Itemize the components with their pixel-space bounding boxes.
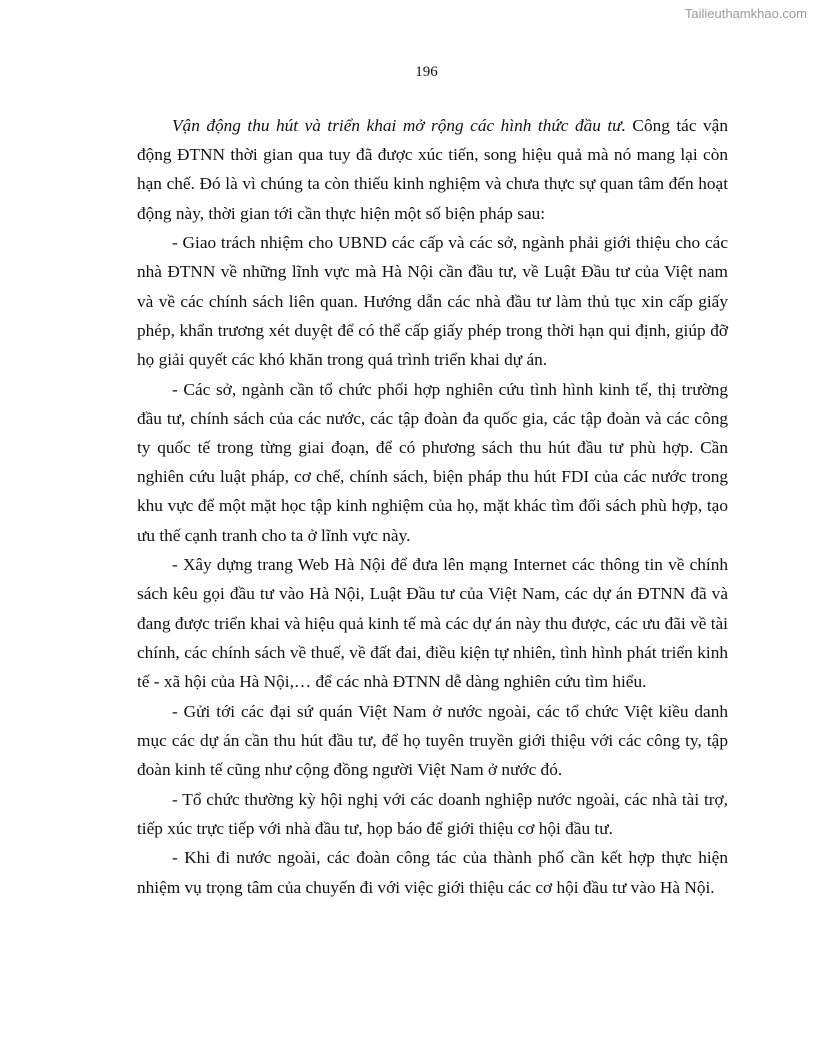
watermark: Tailieuthamkhao.com xyxy=(684,6,807,21)
paragraph-bullet-3: - Xây dựng trang Web Hà Nội để đưa lên mạng Internet các thông tin về chính sách kêu gọi đầu tư vào Hà Nội, Luật Đầu tư của Việt Nam, các dự án ĐTNN đã và đang được triển khai và hiệu quả kinh tế mà các dự án này thu được, các ưu đãi về tài chính, các chính sách về thuế, về đất đai, điều kiện tự nhiên, tình hình phát triển kinh tế - xã hội của Hà Nội,… để các nhà ĐTNN dễ dàng nghiên cứu tìm hiểu. xyxy=(137,555,728,692)
paragraph-intro-text: Công tác vận động ĐTNN thời gian qua tuy đã được xúc tiến, song hiệu quả mà nó mang lại còn hạn chế. Đó là vì chúng ta còn thiếu kinh nghiệm và chưa thực sự quan tâm đến hoạt động này, thời gian tới cần thực hiện một số biện pháp sau: xyxy=(137,116,728,223)
paragraph-bullet-4: - Gửi tới các đại sứ quán Việt Nam ở nước ngoài, các tổ chức Việt kiều danh mục các dự án cần thu hút đầu tư, để họ tuyên truyền giới thiệu với các công ty, tập đoàn kinh tế cũng như cộng đồng người Việt Nam ở nước đó. xyxy=(137,701,728,780)
paragraph-bullet-6: - Khi đi nước ngoài, các đoàn công tác của thành phố cần kết hợp thực hiện nhiệm vụ trọng tâm của chuyến đi với việc giới thiệu các cơ hội đầu tư vào Hà Nội. xyxy=(137,848,728,897)
paragraph-bullet-2: - Các sở, ngành cần tổ chức phối hợp nghiên cứu tình hình kinh tế, thị trường đầu tư, chính sách của các nước, các tập đoàn đa quốc gia, các tập đoàn và các công ty quốc tế trong từng giai đoạn, để có phương sách thu hút đầu tư phù hợp. Cần nghiên cứu luật pháp, cơ chế, chính sách, biện pháp thu hút FDI của các nước trong khu vực để một mặt học tập kinh nghiệm của họ, mặt khác tìm đối sách phù hợp, tạo ưu thế cạnh tranh cho ta ở lĩnh vực này. xyxy=(137,379,728,545)
paragraph-intro xyxy=(137,111,728,228)
page-number: 196 xyxy=(415,64,438,80)
section-heading-italic: Vận động thu hút và triển khai mở rộng các hình thức đầu tư. xyxy=(172,116,626,135)
paragraph-bullet-5: - Tổ chức thường kỳ hội nghị với các doanh nghiệp nước ngoài, các nhà tài trợ, tiếp xúc trực tiếp với nhà đầu tư, họp báo để giới thiệu cơ hội đầu tư. xyxy=(137,789,728,838)
document-body xyxy=(137,111,728,902)
paragraph-bullet-1: - Giao trách nhiệm cho UBND các cấp và các sở, ngành phải giới thiệu cho các nhà ĐTNN về những lĩnh vực mà Hà Nội cần đầu tư, về Luật Đầu tư của Việt nam và về các chính sách liên quan. Hướng dẫn các nhà đầu tư làm thủ tục xin cấp giấy phép, khẩn trương xét duyệt để có thể cấp giấy phép trong thời hạn qui định, giúp đỡ họ giải quyết các khó khăn trong quá trình triển khai dự án. xyxy=(137,233,728,370)
